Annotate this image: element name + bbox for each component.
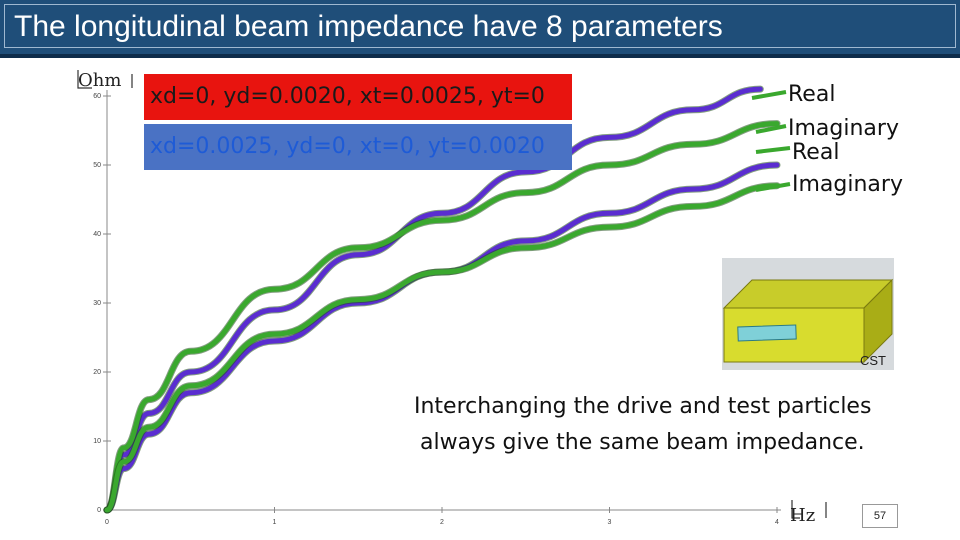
y-tick-label-3: 30 [93,300,101,307]
x-tick-label-4: 4 [775,519,779,526]
slide-title: The longitudinal beam impedance have 8 parameters [14,10,723,43]
series-label-imaginary-1: Imaginary [788,116,899,141]
caption-line-1: Interchanging the drive and test particles [414,394,872,419]
series-label-imaginary-2: Imaginary [792,172,903,197]
y-tick-label-0: 0 [97,507,101,514]
series-leader-0 [752,92,786,98]
legend-red: xd=0, yd=0.0020, xt=0.0025, yt=0 [144,74,572,120]
x-tick-label-0: 0 [105,519,109,526]
x-tick-label-2: 2 [440,519,444,526]
cst-label: CST [860,353,886,368]
legend-blue: xd=0.0025, yd=0, xt=0, yt=0.0020 [144,124,572,170]
y-tick-label-2: 20 [93,369,101,376]
x-tick-label-1: 1 [272,519,277,526]
caption-line-2: always give the same beam impedance. [420,430,865,455]
series-leader-2 [756,148,790,152]
y-unit-label: Ohm [78,70,122,91]
y-tick-label-6: 60 [93,93,101,100]
y-tick-label-5: 50 [93,162,101,169]
page-number: 57 [862,504,898,528]
cst-model-image [722,258,894,370]
x-tick-label-3: 3 [607,519,612,526]
y-tick-label-1: 10 [93,438,101,445]
series-label-real-2: Real [792,140,840,165]
x-unit-label: Hz [790,505,816,526]
series-label-real-1: Real [788,82,836,107]
y-tick-label-4: 40 [93,231,101,238]
